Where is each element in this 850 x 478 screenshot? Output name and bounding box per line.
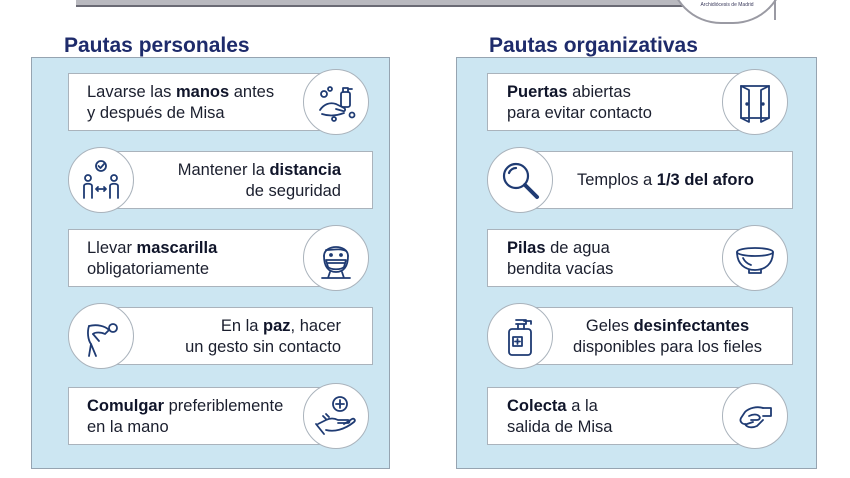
logo-edge-mark xyxy=(772,0,778,20)
personal-guidelines-panel xyxy=(31,57,390,469)
guideline-text-hand-washing: Lavarse las manos antes y después de Misa xyxy=(87,83,275,122)
collection-hand-icon xyxy=(733,394,777,438)
guideline-text-sanitizer: Geles desinfectantes disponibles para los fieles xyxy=(573,317,762,356)
guideline-text-mask: Llevar mascarilla obligatoriamente xyxy=(87,239,218,278)
hand-washing-icon xyxy=(314,80,358,124)
icon-circle-doors xyxy=(722,69,788,135)
icon-circle-holy-water xyxy=(722,225,788,291)
icon-circle-sanitizer xyxy=(487,303,553,369)
archdiocese-logo xyxy=(669,0,785,24)
organizational-guidelines-panel xyxy=(456,57,817,469)
guideline-text-collection: Colecta a la salida de Misa xyxy=(507,397,613,436)
logo-text: Archidiócesis de Madrid xyxy=(700,2,754,8)
icon-circle-mask xyxy=(303,225,369,291)
open-doors-icon xyxy=(733,80,777,124)
icon-circle-distance xyxy=(68,147,134,213)
empty-bowl-icon xyxy=(733,236,777,280)
icon-circle-hand-washing xyxy=(303,69,369,135)
guideline-text-capacity: Templos a 1/3 del aforo xyxy=(577,171,754,189)
organizational-guidelines-title: Pautas organizativas xyxy=(489,34,698,57)
guideline-text-holy-water: Pilas de agua bendita vacías xyxy=(507,239,614,278)
magnifier-icon xyxy=(498,158,542,202)
top-banner-bar xyxy=(76,0,686,7)
sanitizer-bottle-icon xyxy=(498,314,542,358)
guideline-text-doors: Puertas abiertas para evitar contacto xyxy=(507,83,652,122)
social-distance-icon xyxy=(79,158,123,202)
icon-circle-capacity xyxy=(487,147,553,213)
guideline-text-peace: En la paz, hacer un gesto sin contacto xyxy=(185,317,341,356)
guideline-text-communion: Comulgar preferiblemente en la mano xyxy=(87,397,284,436)
guideline-text-distance: Mantener la distancia de seguridad xyxy=(177,161,341,200)
face-mask-icon xyxy=(314,236,358,280)
icon-circle-peace xyxy=(68,303,134,369)
icon-circle-communion xyxy=(303,383,369,449)
personal-guidelines-title: Pautas personales xyxy=(64,34,250,57)
icon-circle-collection xyxy=(722,383,788,449)
bowing-person-icon xyxy=(79,314,123,358)
communion-hand-icon xyxy=(314,394,358,438)
